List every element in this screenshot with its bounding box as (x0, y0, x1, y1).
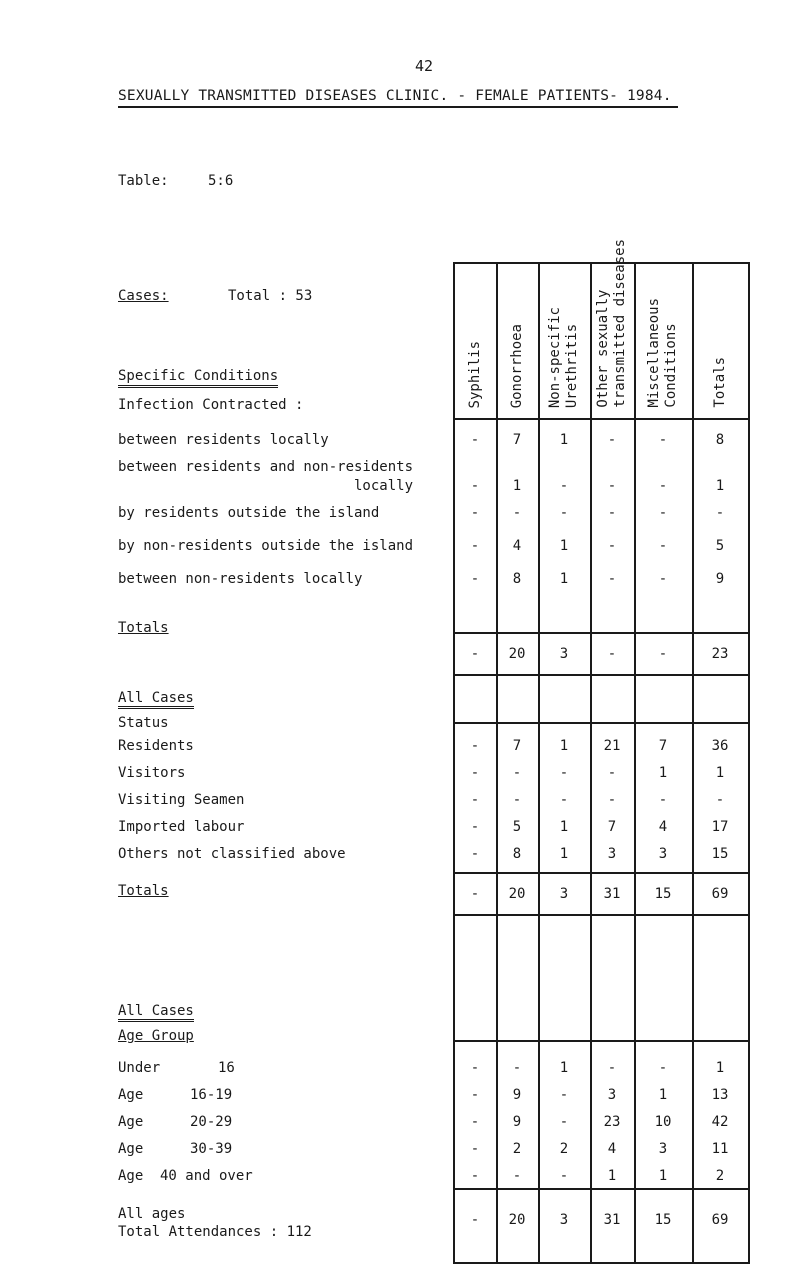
total-attendances: Total Attendances : 112 (118, 1224, 312, 1240)
age-group-heading: Age Group (118, 1028, 194, 1044)
table-cell: - (607, 792, 617, 808)
table-cell: - (607, 505, 617, 521)
table-cell: 2 (715, 1168, 725, 1184)
title-underline (118, 106, 678, 108)
s2-totals-label: Totals (118, 883, 169, 899)
table-cell: - (559, 792, 569, 808)
table-cell: 21 (603, 738, 621, 754)
page-title: SEXUALLY TRANSMITTED DISEASES CLINIC. - FEMALE PATIENTS- 1984. (118, 88, 672, 104)
table-cell: 11 (711, 1141, 729, 1157)
totals-cell: 20 (508, 646, 526, 662)
table-cell: 42 (711, 1114, 729, 1130)
table-cell: - (607, 571, 617, 587)
totals-cell: 3 (559, 1212, 569, 1228)
table-cell: - (470, 1141, 480, 1157)
s1-row-label: by residents outside the island (118, 505, 380, 521)
totals-cell: - (658, 646, 668, 662)
table-cell: 1 (559, 846, 569, 862)
table-cell: - (658, 571, 668, 587)
totals-cell: - (470, 646, 480, 662)
table-cell: 13 (711, 1087, 729, 1103)
table-cell: 8 (715, 432, 725, 448)
table-cell: 1 (715, 1060, 725, 1076)
s2-row-label: Visiting Seamen (118, 792, 245, 808)
table-cell: 1 (658, 1087, 668, 1103)
s3-row-label: Under (118, 1060, 161, 1076)
table-cell: 10 (654, 1114, 672, 1130)
table-cell: - (470, 478, 480, 494)
s2-row-label: Visitors (118, 765, 186, 781)
table-cell: 1 (658, 765, 668, 781)
s1-row-label: by non-residents outside the island (118, 538, 414, 554)
table-cell: 1 (559, 538, 569, 554)
table-cell: 1 (559, 738, 569, 754)
table-number: 5:6 (208, 173, 234, 189)
table-cell: 1 (658, 1168, 668, 1184)
totals-cell: - (470, 1212, 480, 1228)
s1-totals-label: Totals (118, 620, 169, 636)
s3-row-value: 40 and over (160, 1168, 253, 1184)
table-cell: 36 (711, 738, 729, 754)
table-cell: 1 (559, 432, 569, 448)
s3-row-value: 16 (218, 1060, 235, 1076)
table-cell: 17 (711, 819, 729, 835)
table-cell: 7 (512, 432, 522, 448)
specific-conditions-heading: Specific Conditions (118, 368, 278, 388)
totals-cell: 3 (559, 646, 569, 662)
s3-row-value: 16-19 (190, 1087, 233, 1103)
table-cell: - (470, 1114, 480, 1130)
table-cell: 9 (715, 571, 725, 587)
table-cell: 5 (715, 538, 725, 554)
totals-cell: 23 (711, 646, 729, 662)
table-cell: - (559, 765, 569, 781)
table-cell: 5 (512, 819, 522, 835)
s2-row-label: Residents (118, 738, 194, 754)
table-cell: - (607, 538, 617, 554)
col-header-non-specific-urethritis: Non-specific Urethritis (547, 306, 580, 408)
table-cell: 3 (658, 1141, 668, 1157)
table-cell: 1 (715, 765, 725, 781)
table-cell: 8 (512, 571, 522, 587)
table-cell: 7 (512, 738, 522, 754)
table-cell: - (470, 1060, 480, 1076)
table-cell: 4 (512, 538, 522, 554)
s3-row-value: 20-29 (190, 1114, 233, 1130)
s1-row-label-cont: locally (354, 478, 414, 494)
table-cell: - (658, 478, 668, 494)
table-cell: - (470, 792, 480, 808)
table-cell: - (470, 1168, 480, 1184)
table-cell: - (512, 765, 522, 781)
s1-row-label: between residents locally (118, 432, 329, 448)
table-cell: - (559, 1087, 569, 1103)
table-cell: - (559, 505, 569, 521)
table-cell: - (559, 478, 569, 494)
table-cell: - (512, 1060, 522, 1076)
col-header-syphilis: Syphilis (466, 340, 483, 408)
table-cell: - (470, 738, 480, 754)
table-cell: 23 (603, 1114, 621, 1130)
table-cell: 4 (658, 819, 668, 835)
totals-cell: - (607, 646, 617, 662)
table-cell: - (470, 819, 480, 835)
totals-cell: 31 (603, 1212, 621, 1228)
table-cell: 8 (512, 846, 522, 862)
totals-cell: 3 (559, 886, 569, 902)
table-cell: 1 (559, 571, 569, 587)
table-cell: - (470, 505, 480, 521)
table-cell: 1 (607, 1168, 617, 1184)
s3-totals-label: All ages (118, 1206, 186, 1222)
totals-cell: 69 (711, 1212, 729, 1228)
table-cell: 9 (512, 1114, 522, 1130)
table-cell: 15 (711, 846, 729, 862)
table-cell: - (607, 432, 617, 448)
table-cell: - (512, 792, 522, 808)
s3-row-value: 30-39 (190, 1141, 233, 1157)
s3-row-label: Age (118, 1087, 144, 1103)
totals-cell: 15 (654, 886, 672, 902)
table-cell: 7 (658, 738, 668, 754)
table-cell: 3 (658, 846, 668, 862)
totals-cell: 20 (508, 1212, 526, 1228)
table-cell: 1 (559, 819, 569, 835)
table-cell: - (607, 478, 617, 494)
infection-contracted-heading: Infection Contracted : (118, 397, 304, 413)
s3-row-label: Age (118, 1114, 144, 1130)
totals-cell: 20 (508, 886, 526, 902)
table-cell: 2 (559, 1141, 569, 1157)
col-header-gonorrhoea: Gonorrhoea (508, 323, 525, 408)
s2-row-label: Imported labour (118, 819, 245, 835)
table-cell: - (658, 432, 668, 448)
s1-row-label: between residents and non-residents (118, 459, 414, 475)
table-cell: - (470, 538, 480, 554)
status-heading: Status (118, 715, 169, 731)
table-cell: - (559, 1168, 569, 1184)
table-cell: - (607, 1060, 617, 1076)
table-cell: 1 (512, 478, 522, 494)
table-cell: 1 (559, 1060, 569, 1076)
s3-row-label: Age (118, 1141, 144, 1157)
table-cell: - (715, 792, 725, 808)
table-cell: 3 (607, 846, 617, 862)
cases-label: Cases: (118, 288, 169, 304)
table-cell: - (658, 505, 668, 521)
totals-cell: 31 (603, 886, 621, 902)
cases-total: Total : 53 (228, 288, 313, 304)
table-cell: - (658, 792, 668, 808)
table-cell: - (470, 765, 480, 781)
table-cell: - (512, 1168, 522, 1184)
table-cell: - (470, 432, 480, 448)
table-cell: - (512, 505, 522, 521)
totals-cell: 15 (654, 1212, 672, 1228)
s1-row-label: between non-residents locally (118, 571, 363, 587)
table-cell: 2 (512, 1141, 522, 1157)
s3-row-label: Age (118, 1168, 144, 1184)
table-cell: 3 (607, 1087, 617, 1103)
table-cell: 1 (715, 478, 725, 494)
table-cell: - (658, 538, 668, 554)
totals-cell: 69 (711, 886, 729, 902)
s2-row-label: Others not classified above (118, 846, 346, 862)
table-cell: - (470, 846, 480, 862)
table-cell: - (470, 571, 480, 587)
table-cell: - (559, 1114, 569, 1130)
table-cell: - (607, 765, 617, 781)
table-cell: 4 (607, 1141, 617, 1157)
table-label: Table: (118, 173, 169, 189)
table-cell: - (470, 1087, 480, 1103)
all-cases-heading: All Cases (118, 690, 194, 709)
totals-cell: - (470, 886, 480, 902)
table-cell: - (658, 1060, 668, 1076)
table-cell: - (715, 505, 725, 521)
col-header-other-std: Other sexually transmitted diseases (595, 239, 628, 408)
all-cases-heading: All Cases (118, 1003, 194, 1022)
col-header-totals: Totals (711, 357, 728, 408)
page-number: 42 (415, 57, 434, 75)
table-cell: 9 (512, 1087, 522, 1103)
table-cell: 7 (607, 819, 617, 835)
col-header-miscellaneous: Miscellaneous Conditions (646, 298, 679, 408)
